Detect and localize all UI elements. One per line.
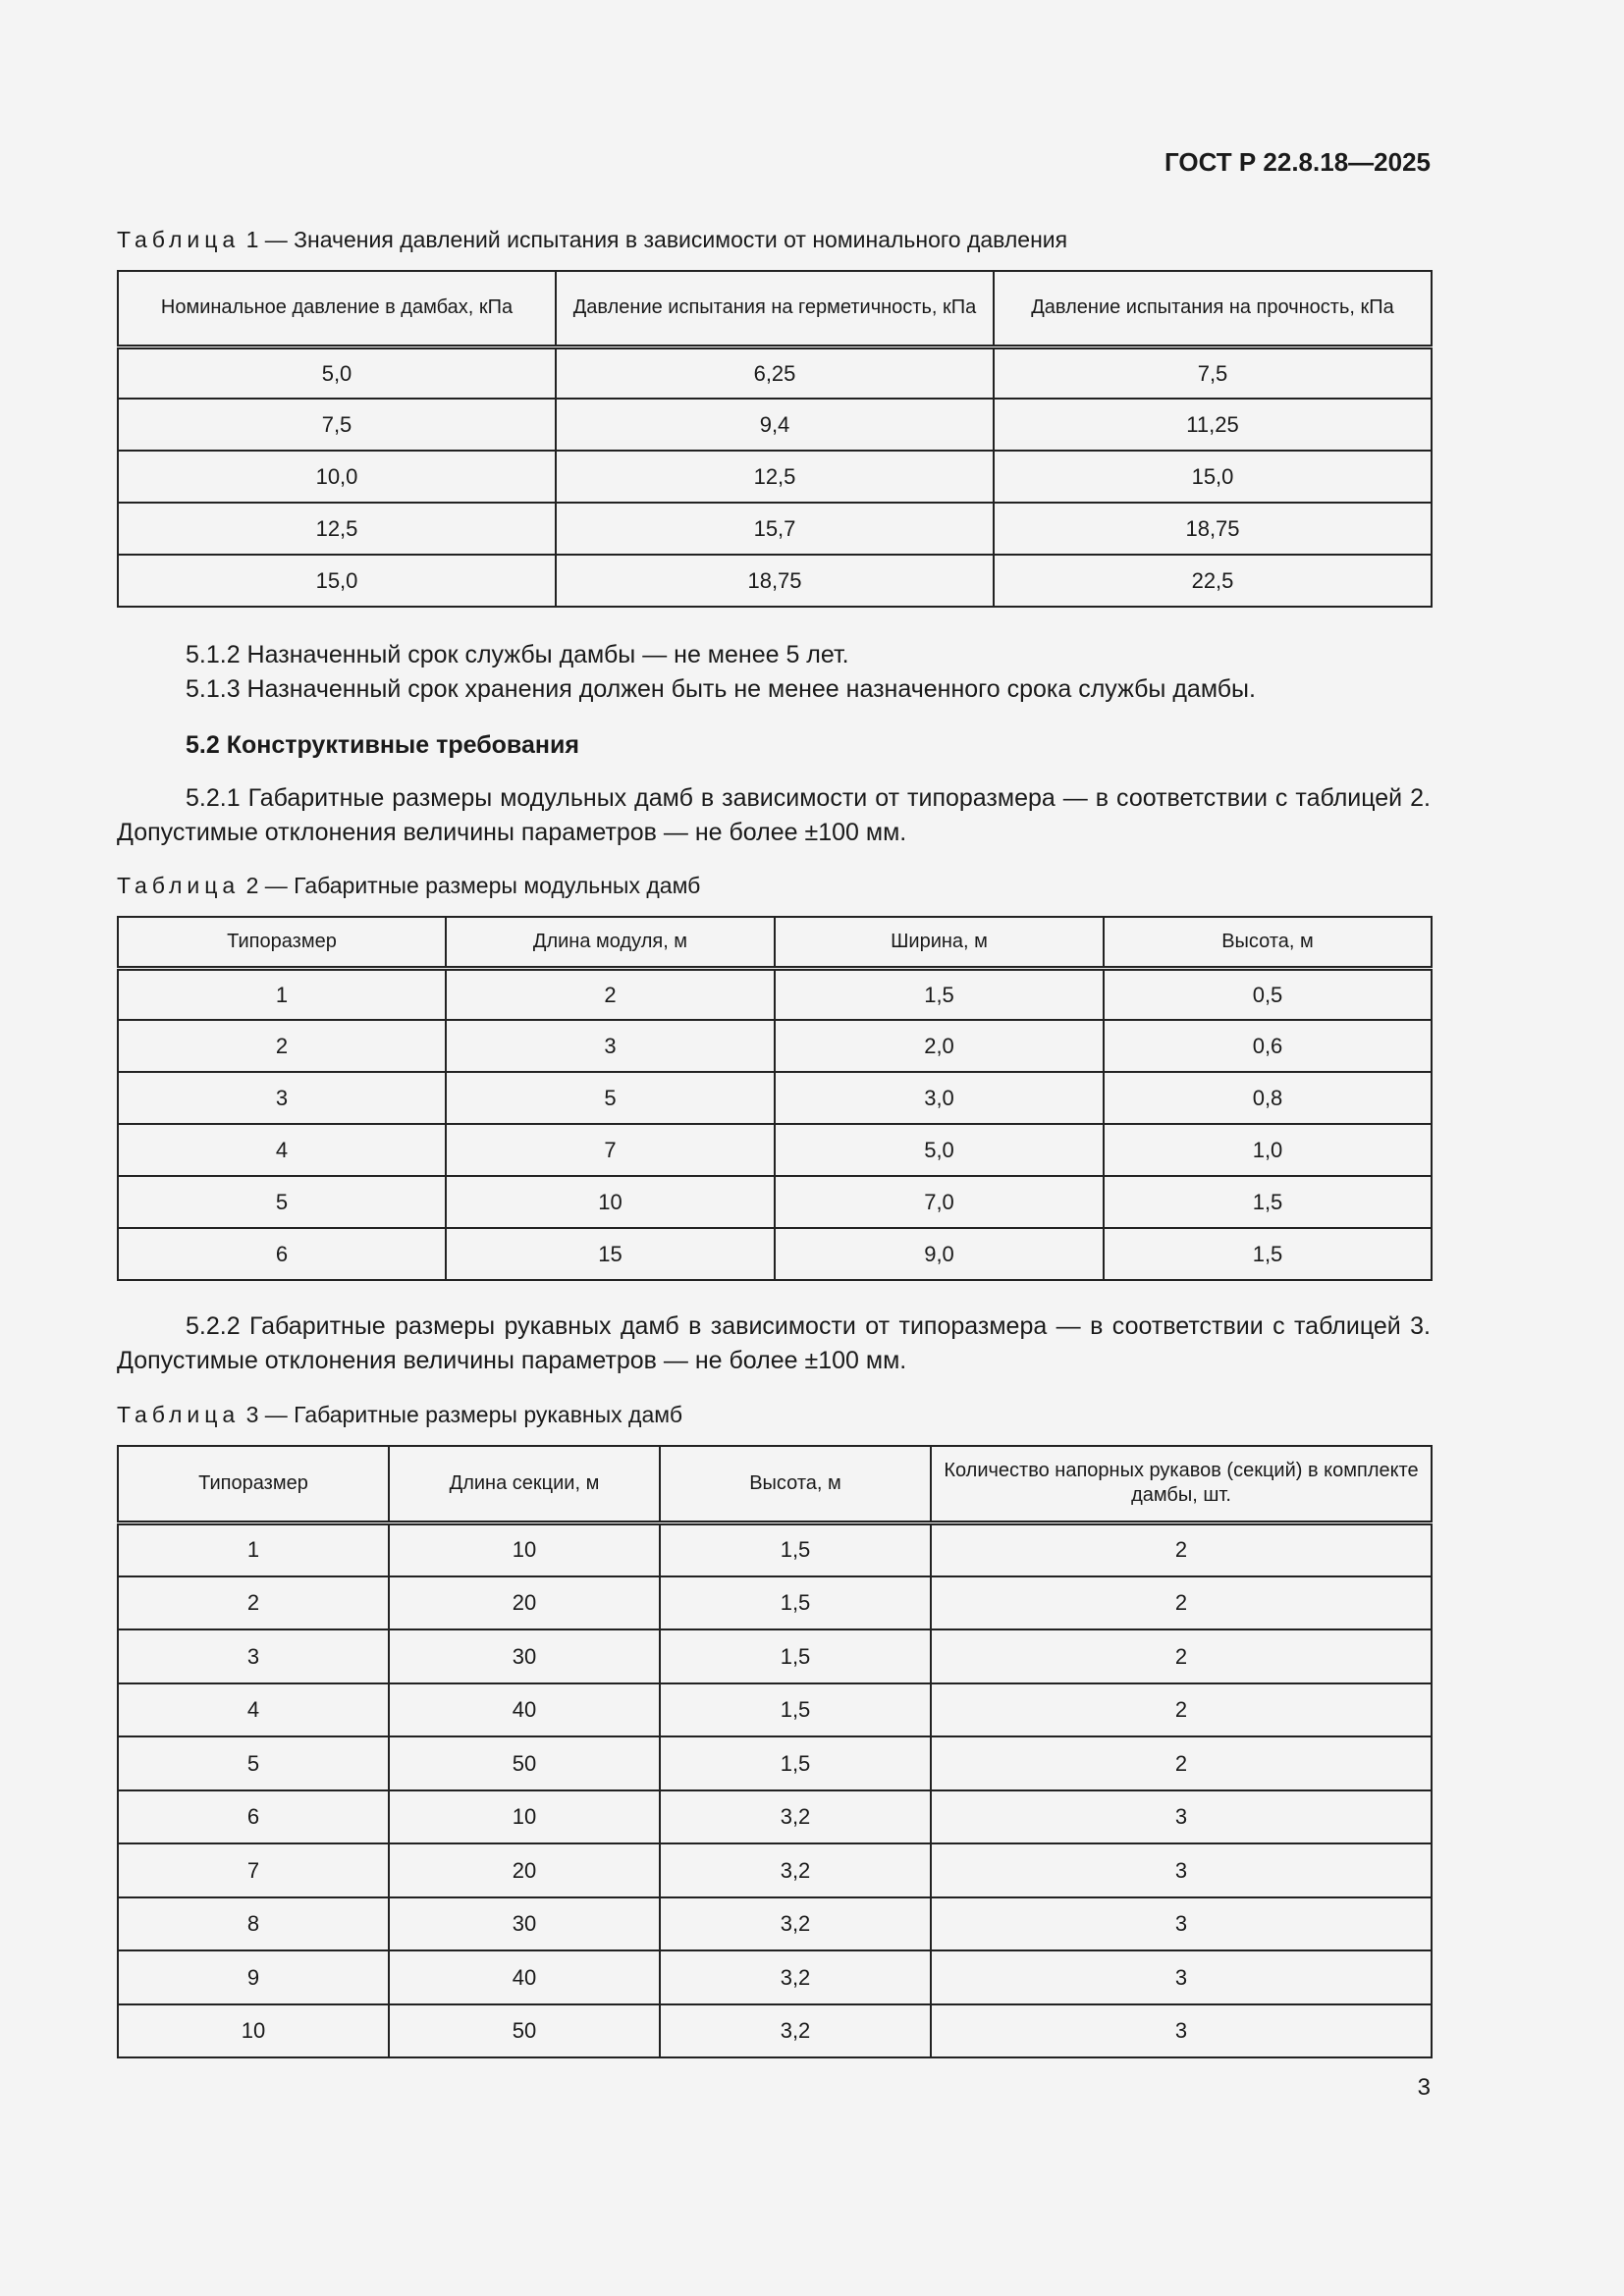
table-cell: 9,0: [775, 1228, 1104, 1280]
table3-body: [118, 1522, 1432, 2057]
table-cell: 2: [931, 1683, 1432, 1737]
table-cell: 11,25: [994, 399, 1432, 451]
table-row: [118, 968, 1432, 1020]
table-cell: 10: [389, 1790, 660, 1844]
table2-body: [118, 968, 1432, 1280]
table-cell: 5: [118, 1176, 446, 1228]
table-cell: 10: [446, 1176, 775, 1228]
table-cell: 7,5: [994, 347, 1432, 399]
table-cell: 3,2: [660, 1950, 931, 2004]
table-cell: 15: [446, 1228, 775, 1280]
table-cell: 20: [389, 1576, 660, 1630]
table1: [117, 270, 1433, 608]
table-cell: 3,2: [660, 1790, 931, 1844]
table-cell: 12,5: [556, 451, 994, 503]
table-cell: 3,2: [660, 1897, 931, 1951]
table-cell: 3: [931, 2004, 1432, 2058]
table-cell: 1,5: [1104, 1176, 1432, 1228]
table-cell: 3: [118, 1072, 446, 1124]
table-cell: 40: [389, 1683, 660, 1737]
table-cell: 7: [446, 1124, 775, 1176]
table-cell: 6: [118, 1790, 389, 1844]
table-row: [118, 347, 1432, 399]
table2-header-width: Ширина, м: [775, 917, 1104, 968]
table-cell: 0,6: [1104, 1020, 1432, 1072]
section-heading-5-2: 5.2 Конструктивные требования: [186, 731, 579, 759]
table-cell: 0,8: [1104, 1072, 1432, 1124]
table-cell: 15,0: [994, 451, 1432, 503]
table-cell: 3,2: [660, 1843, 931, 1897]
table3-caption: [117, 1402, 682, 1428]
table-cell: 3,0: [775, 1072, 1104, 1124]
table2: [117, 916, 1433, 1281]
table-cell: 30: [389, 1897, 660, 1951]
table-row: [118, 1576, 1432, 1630]
table-row: [118, 1072, 1432, 1124]
table-cell: 15,0: [118, 555, 556, 607]
table-cell: 20: [389, 1843, 660, 1897]
table-cell: 1,5: [660, 1629, 931, 1683]
table-cell: 7,0: [775, 1176, 1104, 1228]
table-cell: 1,5: [660, 1576, 931, 1630]
table-cell: 22,5: [994, 555, 1432, 607]
table-cell: 15,7: [556, 503, 994, 555]
table-cell: 18,75: [994, 503, 1432, 555]
table-row: [118, 1020, 1432, 1072]
table3-caption-text: 3 — Габаритные размеры рукавных дамб: [240, 1402, 682, 1427]
table1-caption-text: 1 — Значения давлений испытания в зависимости от номинального давления: [240, 227, 1068, 252]
table-cell: 12,5: [118, 503, 556, 555]
table2-caption: [117, 873, 700, 899]
table-cell: 2: [446, 968, 775, 1020]
table-cell: 5,0: [118, 347, 556, 399]
table-cell: 4: [118, 1683, 389, 1737]
table-cell: 0,5: [1104, 968, 1432, 1020]
table-cell: 50: [389, 1736, 660, 1790]
table1-header-strength-pressure: Давление испытания на прочность, кПа: [994, 271, 1432, 347]
table-cell: 10,0: [118, 451, 556, 503]
table-cell: 7,5: [118, 399, 556, 451]
table3-caption-prefix: Таблица: [117, 1402, 241, 1427]
table-cell: 18,75: [556, 555, 994, 607]
table-row: [118, 1629, 1432, 1683]
table-row: [118, 451, 1432, 503]
table-cell: 2: [118, 1576, 389, 1630]
table-row: [118, 1522, 1432, 1576]
table-row: [118, 1950, 1432, 2004]
paragraph-5-1-2: 5.1.2 Назначенный срок службы дамбы — не менее 5 лет.: [186, 641, 849, 668]
paragraph-5-2-1: 5.2.1 Габаритные размеры модульных дамб в зависимости от типоразмера — в соответствии с таблицей 2. Допустимые отклонения величины параметров — не более ±100 мм.: [117, 784, 1431, 846]
table-cell: 1,5: [775, 968, 1104, 1020]
table-cell: 1,5: [660, 1522, 931, 1576]
table1-caption: [117, 227, 1067, 253]
table3-header-height: Высота, м: [660, 1446, 931, 1522]
table2-caption-text: 2 — Габаритные размеры модульных дамб: [240, 873, 701, 898]
table-cell: 3: [118, 1629, 389, 1683]
table-row: [118, 1790, 1432, 1844]
table-cell: 2: [118, 1020, 446, 1072]
table1-header-nominal-pressure: Номинальное давление в дамбах, кПа: [118, 271, 556, 347]
table-cell: 8: [118, 1897, 389, 1951]
table2-header-size: Типоразмер: [118, 917, 446, 968]
table-cell: 40: [389, 1950, 660, 2004]
table-cell: 1: [118, 968, 446, 1020]
paragraph-5-2-2: 5.2.2 Габаритные размеры рукавных дамб в зависимости от типоразмера — в соответствии с таблицей 3. Допустимые отклонения величины параметров — не более ±100 мм.: [117, 1312, 1431, 1374]
table-row: [118, 1843, 1432, 1897]
table-row: [118, 1736, 1432, 1790]
table-cell: 2,0: [775, 1020, 1104, 1072]
table-cell: 3,2: [660, 2004, 931, 2058]
table-cell: 9: [118, 1950, 389, 2004]
table-row: [118, 1124, 1432, 1176]
table-row: [118, 1683, 1432, 1737]
table-cell: 1: [118, 1522, 389, 1576]
table-cell: 3: [931, 1843, 1432, 1897]
table1-header-tightness-pressure: Давление испытания на герметичность, кПа: [556, 271, 994, 347]
table-cell: 2: [931, 1736, 1432, 1790]
table1-caption-prefix: Таблица: [117, 227, 241, 252]
table-row: [118, 1176, 1432, 1228]
table-cell: 1,5: [660, 1736, 931, 1790]
table2-caption-prefix: Таблица: [117, 873, 241, 898]
table3-header-section-length: Длина секции, м: [389, 1446, 660, 1522]
table-cell: 5: [446, 1072, 775, 1124]
table-cell: 10: [118, 2004, 389, 2058]
page-number: 3: [1417, 2074, 1431, 2101]
table-cell: 7: [118, 1843, 389, 1897]
table3-header-hose-count: Количество напорных рукавов (секций) в комплекте дамбы, шт.: [931, 1446, 1432, 1522]
table-cell: 1,0: [1104, 1124, 1432, 1176]
paragraph-5-1-3: 5.1.3 Назначенный срок хранения должен быть не менее назначенного срока службы дамбы.: [186, 675, 1256, 703]
table-row: [118, 2004, 1432, 2058]
table-cell: 1,5: [660, 1683, 931, 1737]
table-cell: 6: [118, 1228, 446, 1280]
table1-body: [118, 347, 1432, 607]
table-cell: 2: [931, 1522, 1432, 1576]
table-row: [118, 399, 1432, 451]
table-cell: 10: [389, 1522, 660, 1576]
table3: [117, 1445, 1433, 2058]
table-cell: 30: [389, 1629, 660, 1683]
table-row: [118, 1228, 1432, 1280]
table-cell: 9,4: [556, 399, 994, 451]
table-row: [118, 503, 1432, 555]
table2-header-height: Высота, м: [1104, 917, 1432, 968]
table-cell: 4: [118, 1124, 446, 1176]
table-row: [118, 555, 1432, 607]
table-cell: 3: [931, 1897, 1432, 1951]
table-cell: 3: [446, 1020, 775, 1072]
table-cell: 5: [118, 1736, 389, 1790]
table-cell: 2: [931, 1576, 1432, 1630]
table2-header-module-length: Длина модуля, м: [446, 917, 775, 968]
table3-header-size: Типоразмер: [118, 1446, 389, 1522]
table-row: [118, 1897, 1432, 1951]
table-cell: 1,5: [1104, 1228, 1432, 1280]
table-cell: 3: [931, 1790, 1432, 1844]
table-cell: 50: [389, 2004, 660, 2058]
table-cell: 5,0: [775, 1124, 1104, 1176]
table-cell: 3: [931, 1950, 1432, 2004]
table-cell: 6,25: [556, 347, 994, 399]
document-designation: ГОСТ Р 22.8.18—2025: [1164, 147, 1431, 177]
table-cell: 2: [931, 1629, 1432, 1683]
